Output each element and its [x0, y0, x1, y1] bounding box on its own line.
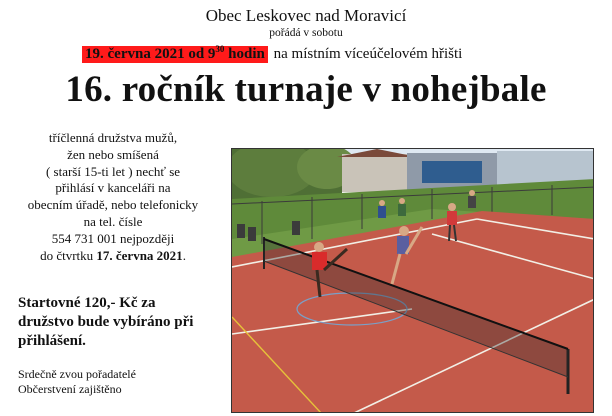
event-date-line: [82, 44, 462, 63]
event-place: na místním víceúčelovém hřišti: [273, 46, 463, 62]
info-line: ( starší 15-ti let ) nechť se: [45, 163, 181, 179]
tournament-photo: [231, 148, 594, 413]
event-date-main: 19. června 2021 od 9: [85, 46, 216, 62]
event-time-superscript: 30: [215, 44, 225, 54]
event-date-tail: hodin: [224, 46, 265, 62]
page-title: 16. ročník turnaje v nohejbale: [65, 69, 547, 110]
info-line: přihlásí v kanceláři na: [55, 180, 171, 196]
photo-illustration: [232, 149, 594, 413]
fee-line: přihlášení.: [18, 333, 86, 349]
organizer-heading: Obec Leskovec nad Moravicí: [205, 6, 407, 25]
greeting: [18, 367, 136, 396]
info-line: tříčlenná družstva mužů,: [48, 130, 178, 145]
deadline-date: 17. června 2021: [96, 247, 183, 263]
info-line: žen nebo smíšená: [67, 146, 159, 162]
greeting-line: Srdečně zvou pořadatelé: [18, 367, 136, 381]
info-line: 554 731 001 nejpozději: [51, 230, 175, 246]
entry-fee: [18, 294, 228, 351]
deadline-line: [8, 248, 218, 265]
info-line: na tel. čísle: [83, 213, 143, 229]
event-date-highlight: [82, 46, 268, 63]
registration-info: [8, 130, 218, 264]
fee-line: Startovné 120,- Kč za: [18, 295, 156, 311]
greeting-line: Občerstvení zajištěno: [18, 381, 122, 396]
deadline-suffix: .: [182, 247, 186, 263]
info-line: obecním úřadě, nebo telefonicky: [27, 197, 199, 213]
fee-line: družstvo bude vybíráno při: [18, 314, 194, 330]
deadline-prefix: do čtvrtku: [40, 247, 97, 263]
organizes-on-text: pořádá v sobotu: [269, 27, 343, 39]
